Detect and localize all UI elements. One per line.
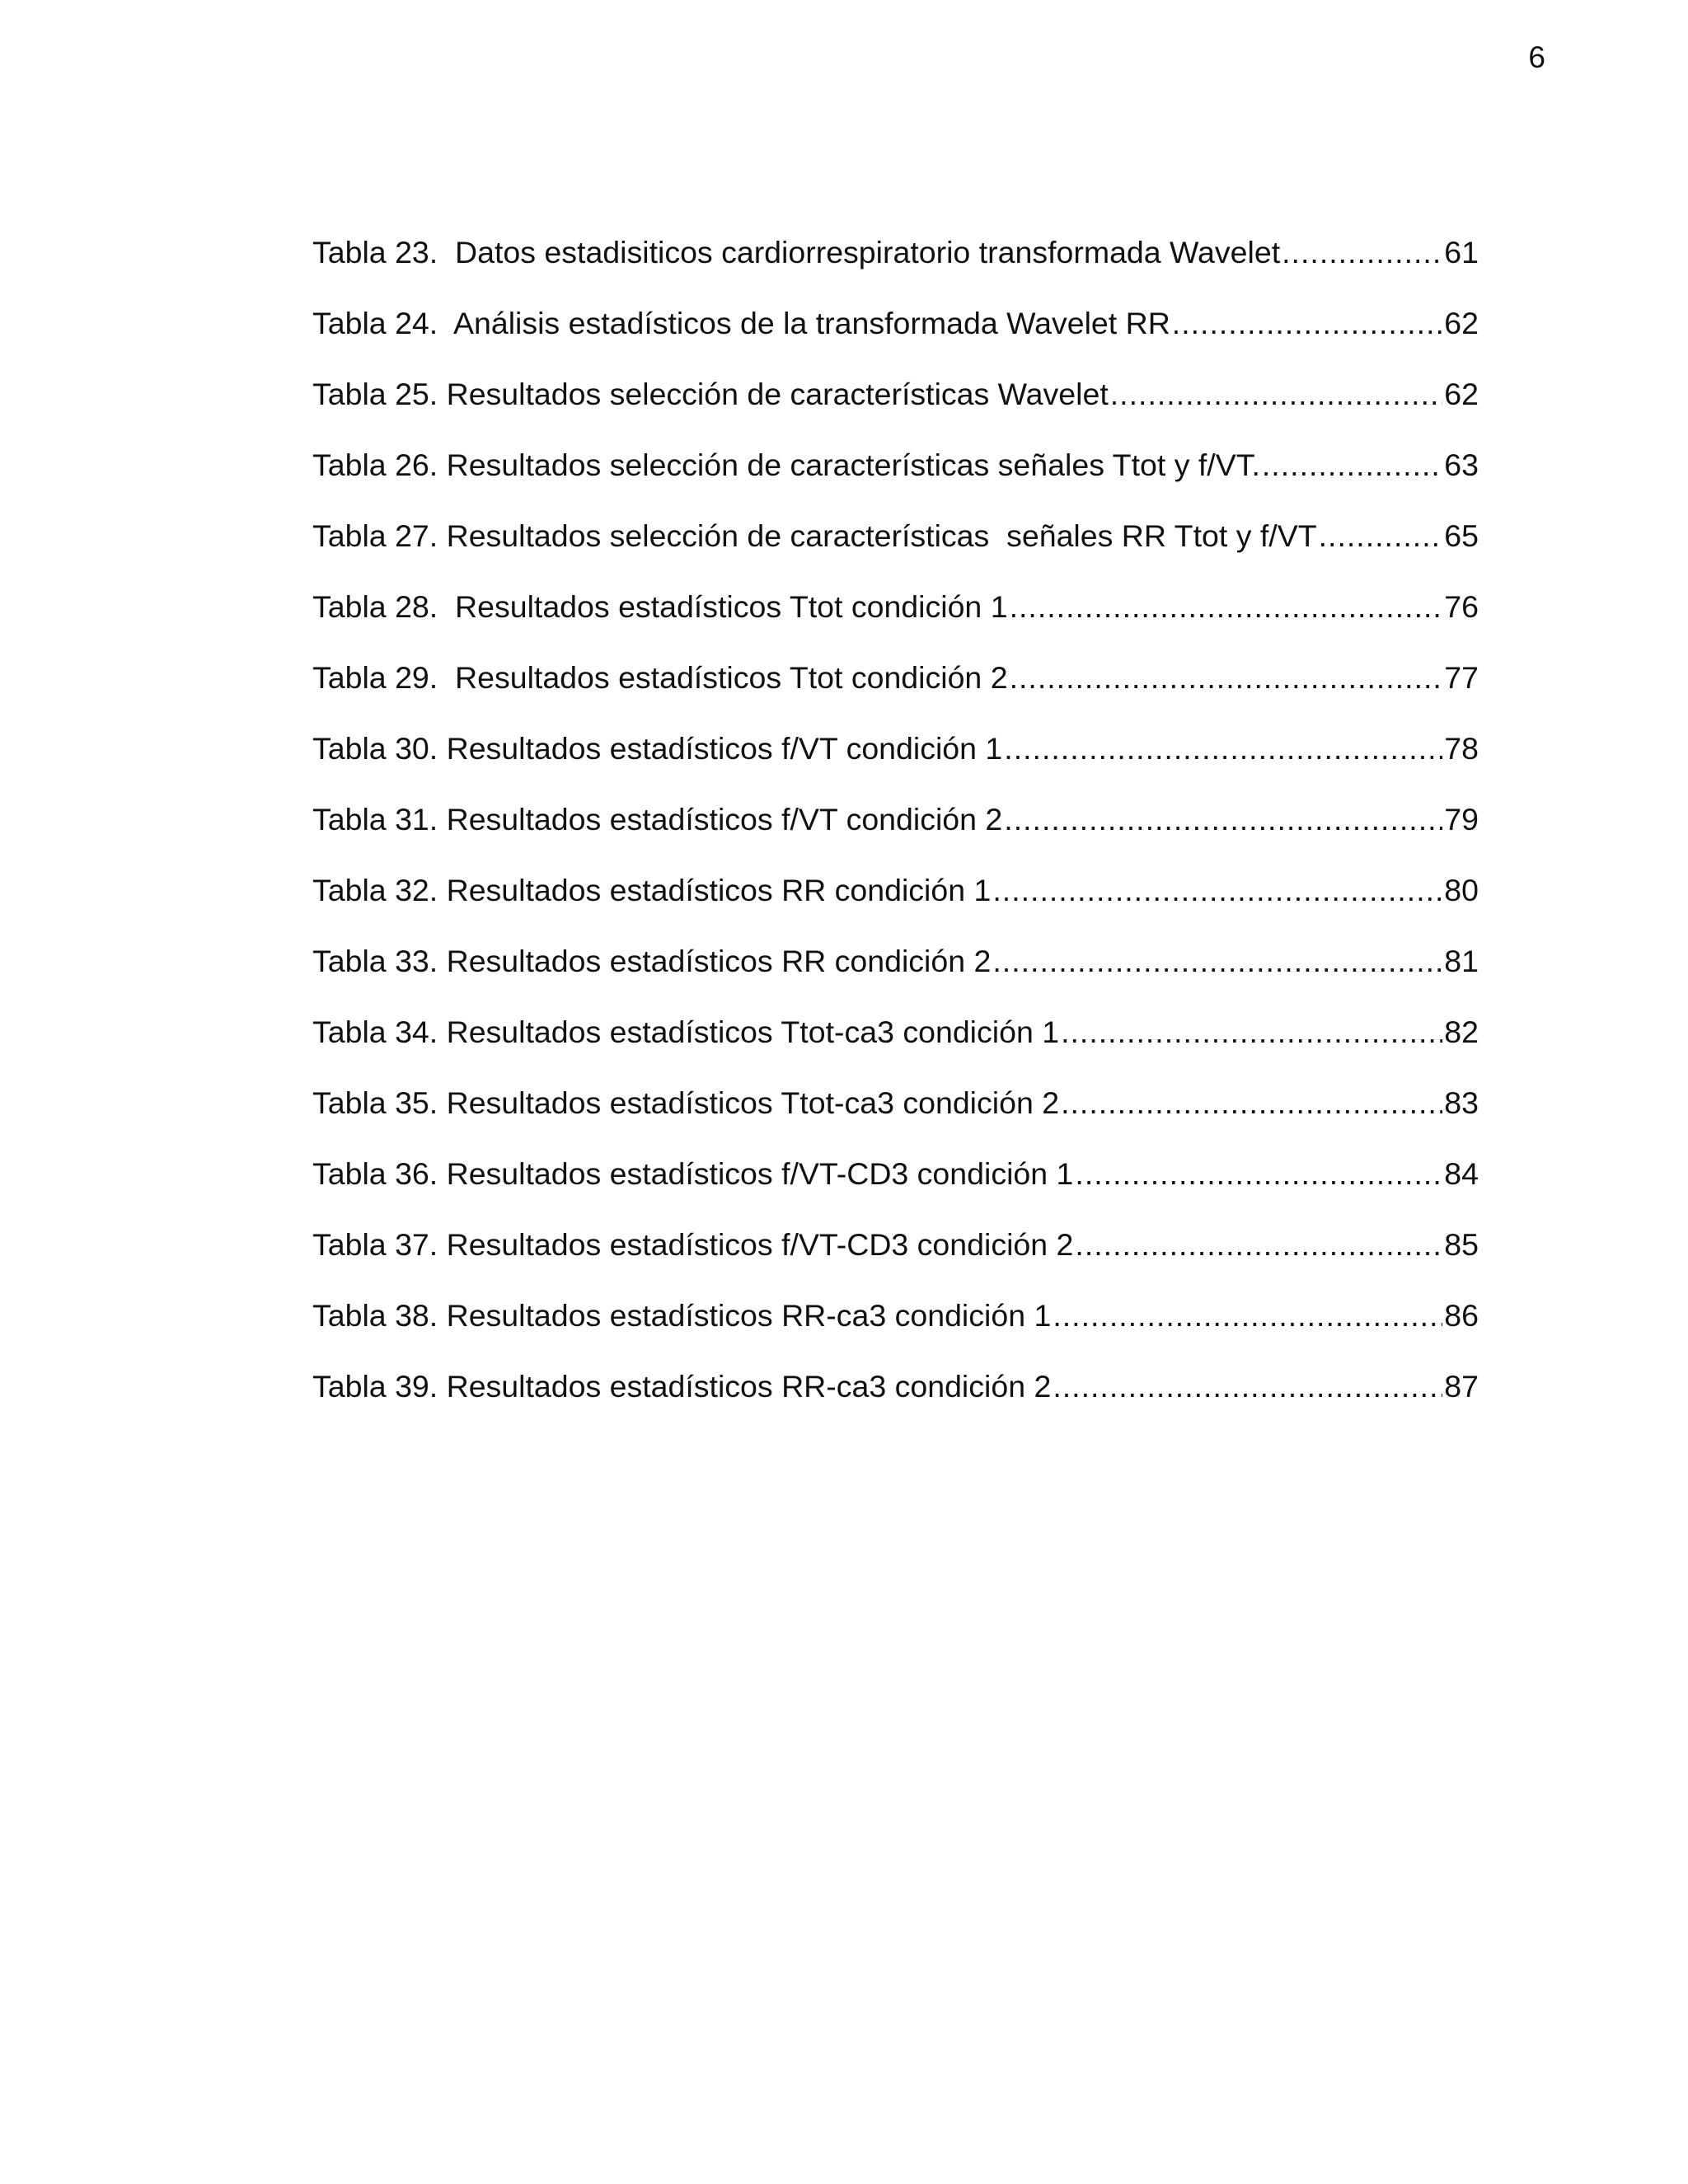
toc-entry-page: 86: [1444, 1298, 1479, 1333]
toc-entry-label: Tabla 29. Resultados estadísticos Ttot condición 2: [312, 660, 1008, 695]
toc-entry-label: Tabla 38. Resultados estadísticos RR-ca3 condición 1: [312, 1298, 1052, 1333]
toc-entry-label: Tabla 26. Resultados selección de características señales Ttot y f/VT.: [312, 448, 1260, 482]
toc-entry[interactable]: [312, 872, 1479, 943]
toc-entry[interactable]: [312, 943, 1479, 1014]
toc-entry-page: 61: [1444, 235, 1479, 269]
dot-leader: [1262, 447, 1442, 483]
toc-entry-page: 81: [1444, 944, 1479, 978]
toc-entry[interactable]: [312, 801, 1479, 872]
toc-entry-label: Tabla 23. Datos estadisiticos cardiorrespiratorio transformada Wavelet: [312, 235, 1281, 269]
toc-entry[interactable]: [312, 376, 1479, 447]
toc-entry-page: 76: [1444, 589, 1479, 624]
dot-leader: [1282, 234, 1442, 270]
toc-entry[interactable]: [312, 1014, 1479, 1085]
toc-entry-label: Tabla 39. Resultados estadísticos RR-ca3 condición 2: [312, 1369, 1052, 1404]
toc-entry[interactable]: [312, 447, 1479, 518]
toc-entry[interactable]: [312, 1297, 1479, 1368]
toc-entry-label: Tabla 37. Resultados estadísticos f/VT-CD3 condición 2: [312, 1227, 1074, 1262]
toc-entry[interactable]: [312, 730, 1479, 801]
toc-entry-page: 62: [1444, 377, 1479, 411]
dot-leader: [1004, 801, 1442, 837]
toc-entry-label: Tabla 24. Análisis estadísticos de la transformada Wavelet RR: [312, 306, 1170, 340]
toc-entry-page: 79: [1444, 802, 1479, 837]
list-of-tables: [312, 234, 1479, 1439]
dot-leader: [1010, 588, 1443, 625]
toc-entry-page: 87: [1444, 1369, 1479, 1404]
toc-entry-page: 85: [1444, 1227, 1479, 1262]
toc-entry[interactable]: [312, 234, 1479, 305]
toc-entry[interactable]: [312, 305, 1479, 376]
toc-entry-label: Tabla 25. Resultados selección de características Wavelet: [312, 377, 1109, 411]
dot-leader: [1061, 1085, 1442, 1121]
toc-entry-page: 78: [1444, 731, 1479, 766]
toc-entry[interactable]: [312, 588, 1479, 659]
dot-leader: [1075, 1226, 1442, 1263]
toc-entry[interactable]: [312, 1226, 1479, 1297]
toc-entry[interactable]: [312, 518, 1479, 588]
dot-leader: [992, 943, 1442, 979]
dot-leader: [1110, 376, 1443, 412]
page-number: 6: [1528, 40, 1545, 74]
toc-entry-label: Tabla 28. Resultados estadísticos Ttot condición 1: [312, 589, 1008, 624]
toc-entry-label: Tabla 34. Resultados estadísticos Ttot-ca3 condición 1: [312, 1015, 1060, 1049]
dot-leader: [1061, 1014, 1442, 1050]
toc-entry-label: Tabla 30. Resultados estadísticos f/VT condición 1: [312, 731, 1003, 766]
toc-entry-page: 62: [1444, 306, 1479, 340]
toc-entry-page: 83: [1444, 1085, 1479, 1120]
dot-leader: [1172, 305, 1443, 341]
dot-leader: [1053, 1297, 1442, 1333]
toc-entry[interactable]: [312, 1368, 1479, 1439]
toc-entry-page: 77: [1444, 660, 1479, 695]
dot-leader: [1053, 1368, 1442, 1404]
dot-leader: [1004, 730, 1442, 766]
toc-entry-page: 65: [1444, 518, 1479, 553]
toc-entry[interactable]: [312, 1155, 1479, 1226]
toc-entry-page: 80: [1444, 873, 1479, 907]
dot-leader: [1319, 518, 1443, 554]
dot-leader: [1075, 1155, 1442, 1192]
toc-entry-page: 84: [1444, 1156, 1479, 1191]
toc-entry-label: Tabla 32. Resultados estadísticos RR condición 1: [312, 873, 992, 907]
toc-entry-label: Tabla 33. Resultados estadísticos RR condición 2: [312, 944, 992, 978]
dot-leader: [992, 872, 1442, 908]
toc-entry[interactable]: [312, 659, 1479, 730]
toc-entry-page: 82: [1444, 1015, 1479, 1049]
toc-entry-label: Tabla 27. Resultados selección de características señales RR Ttot y f/VT: [312, 518, 1317, 553]
toc-entry-page: 63: [1444, 448, 1479, 482]
toc-entry-label: Tabla 31. Resultados estadísticos f/VT condición 2: [312, 802, 1003, 837]
toc-entry-label: Tabla 35. Resultados estadísticos Ttot-ca3 condición 2: [312, 1085, 1060, 1120]
toc-entry-label: Tabla 36. Resultados estadísticos f/VT-CD3 condición 1: [312, 1156, 1074, 1191]
dot-leader: [1010, 659, 1443, 696]
toc-entry[interactable]: [312, 1085, 1479, 1155]
